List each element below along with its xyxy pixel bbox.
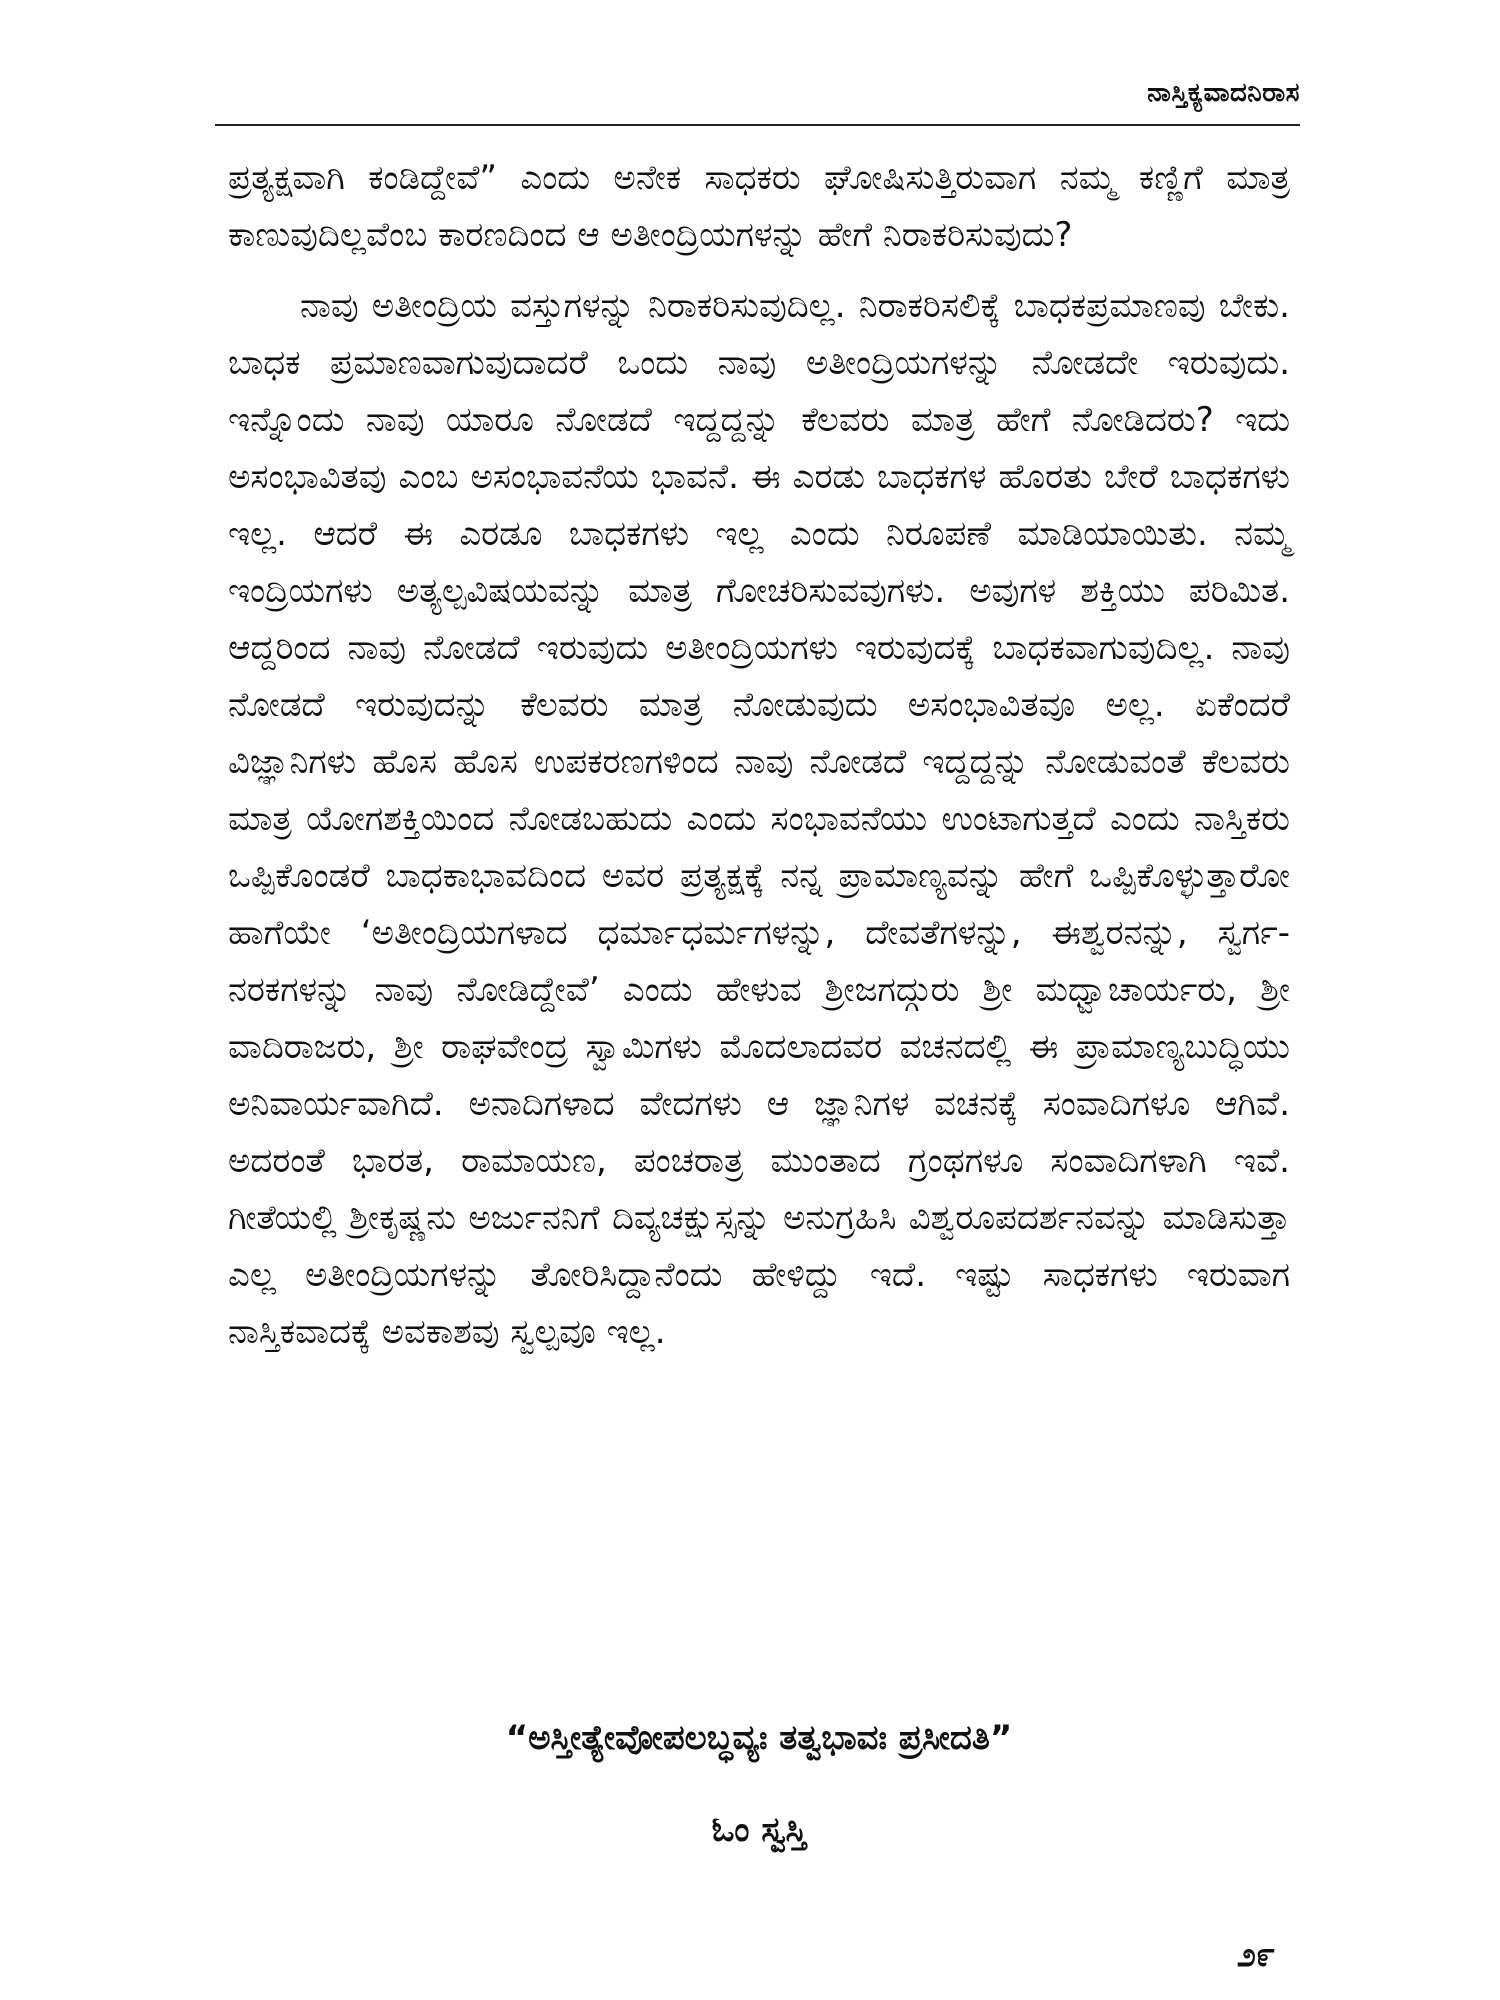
body-text [228, 150, 1290, 1361]
header-rule [215, 124, 1300, 126]
verse-quote: “ಅಸ್ತೀತ್ಯೇವೋಪಲಬ್ಧವ್ಯಃ ತತ್ವಭಾವಃ ಪ್ರಸೀದತಿ” [505, 1718, 1013, 1758]
page-number: ೨೯ [1236, 1935, 1275, 1975]
paragraph-continued: ಪ್ರತ್ಯಕ್ಷವಾಗಿ ಕಂಡಿದ್ದೇವೆ” ಎಂದು ಅನೇಕ ಸಾಧಕರು ಘೋಷಿಸುತ್ತಿರುವಾಗ ನಮ್ಮ ಕಣ್ಣಿಗೆ ಮಾತ್ರ ಕಾಣುವುದಿಲ್ಲವೆಂಬ ಕಾರಣದಿಂದ ಆ ಅತೀಂದ್ರಿಯಗಳನ್ನು ಹೇಗೆ ನಿರಾಕರಿಸುವುದು? [228, 158, 1290, 255]
running-head-title: ನಾಸ್ತಿಕ್ಯವಾದನಿರಾಸ [1147, 78, 1300, 108]
closing-benediction: ಓಂ ಸ್ವಸ್ತಿ [711, 1810, 807, 1850]
paragraph: ನಾವು ಅತೀಂದ್ರಿಯ ವಸ್ತುಗಳನ್ನು ನಿರಾಕರಿಸುವುದಿಲ್ಲ. ನಿರಾಕರಿಸಲಿಕ್ಕೆ ಬಾಧಕಪ್ರಮಾಣವು ಬೇಕು. ಬಾಧಕ ಪ್ರಮಾಣವಾಗುವುದಾದರೆ ಒಂದು ನಾವು ಅತೀಂದ್ರಿಯಗಳನ್ನು ನೋಡದೇ ಇರುವುದು. ಇನ್ನೊಂದು ನಾವು ಯಾರೂ ನೋಡದೆ ಇದ್ದದ್ದನ್ನು ಕೆಲವರು ಮಾತ್ರ ಹೇಗೆ ನೋಡಿದರು? ಇದು ಅಸಂಭಾವಿತವು ಎಂಬ ಅಸಂಭಾವನೆಯ ಭಾವನೆ. ಈ ಎರಡು ಬಾಧಕಗಳ ಹೊರತು ಬೇರೆ ಬಾಧಕಗಳು ಇಲ್ಲ. ಆದರೆ ಈ ಎರಡೂ ಬಾಧಕಗಳು ಇಲ್ಲ ಎಂದು ನಿರೂಪಣೆ ಮಾಡಿಯಾಯಿತು. ನಮ್ಮ ಇಂದ್ರಿಯಗಳು ಅತ್ಯಲ್ಪವಿಷಯವನ್ನು ಮಾತ್ರ ಗೋಚರಿಸುವವುಗಳು. ಅವುಗಳ ಶಕ್ತಿಯು ಪರಿಮಿತ. ಆದ್ದರಿಂದ ನಾವು ನೋಡದೆ ಇರುವುದು ಅತೀಂದ್ರಿಯಗಳು ಇರುವುದಕ್ಕೆ ಬಾಧಕವಾಗುವುದಿಲ್ಲ. ನಾವು ನೋಡದೆ ಇರುವುದನ್ನು ಕೆಲವರು ಮಾತ್ರ ನೋಡುವುದು ಅಸಂಭಾವಿತವೂ ಅಲ್ಲ. ಏಕೆಂದರೆ ವಿಜ್ಞಾನಿಗಳು ಹೊಸ ಹೊಸ ಉಪಕರಣಗಳಿಂದ ನಾವು ನೋಡದೆ ಇದ್ದದ್ದನ್ನು ನೋಡುವಂತೆ ಕೆಲವರು ಮಾತ್ರ ಯೋಗಶಕ್ತಿಯಿಂದ ನೋಡಬಹುದು ಎಂದು ಸಂಭಾವನೆಯು ಉಂಟಾಗುತ್ತದೆ ಎಂದು ನಾಸ್ತಿಕರು ಒಪ್ಪಿಕೊಂಡರೆ ಬಾಧಕಾಭಾವದಿಂದ ಅವರ ಪ್ರತ್ಯಕ್ಷಕ್ಕೆ ನನ್ನ ಪ್ರಾಮಾಣ್ಯವನ್ನು ಹೇಗೆ ಒಪ್ಪಿಕೊಳ್ಳುತ್ತಾರೋ ಹಾಗೆಯೇ ‘ಅತೀಂದ್ರಿಯಗಳಾದ ಧರ್ಮಾಧರ್ಮಗಳನ್ನು, ದೇವತೆಗಳನ್ನು, ಈಶ್ವರನನ್ನು, ಸ್ವರ್ಗ-ನರಕಗಳನ್ನು ನಾವು ನೋಡಿದ್ದೇವೆ’ ಎಂದು ಹೇಳುವ ಶ್ರೀಜಗದ್ಗುರು ಶ್ರೀ ಮಧ್ವಾಚಾರ್ಯರು, ಶ್ರೀ ವಾದಿರಾಜರು, ಶ್ರೀ ರಾಘವೇಂದ್ರ ಸ್ವಾಮಿಗಳು ಮೊದಲಾದವರ ವಚನದಲ್ಲಿ ಈ ಪ್ರಾಮಾಣ್ಯಬುದ್ಧಿಯು ಅನಿವಾರ್ಯವಾಗಿದೆ. ಅನಾದಿಗಳಾದ ವೇದಗಳು ಆ ಜ್ಞಾನಿಗಳ ವಚನಕ್ಕೆ ಸಂವಾದಿಗಳೂ ಆಗಿವೆ. ಅದರಂತೆ ಭಾರತ, ರಾಮಾಯಣ, ಪಂಚರಾತ್ರ ಮುಂತಾದ ಗ್ರಂಥಗಳೂ ಸಂವಾದಿಗಳಾಗಿ ಇವೆ. ಗೀತೆಯಲ್ಲಿ ಶ್ರೀಕೃಷ್ಣನು ಅರ್ಜುನನಿಗೆ ದಿವ್ಯಚಕ್ಷುಸ್ಸನ್ನು ಅನುಗ್ರಹಿಸಿ ವಿಶ್ವರೂಪದರ್ಶನವನ್ನು ಮಾಡಿಸುತ್ತಾ ಎಲ್ಲ ಅತೀಂದ್ರಿಯಗಳನ್ನು ತೋರಿಸಿದ್ದಾನೆಂದು ಹೇಳಿದ್ದು ಇದೆ. ಇಷ್ಟು ಸಾಧಕಗಳು ಇರುವಾಗ ನಾಸ್ತಿಕವಾದಕ್ಕೆ ಅವಕಾಶವು ಸ್ವಲ್ಪವೂ ಇಲ್ಲ. [228, 286, 1290, 1352]
